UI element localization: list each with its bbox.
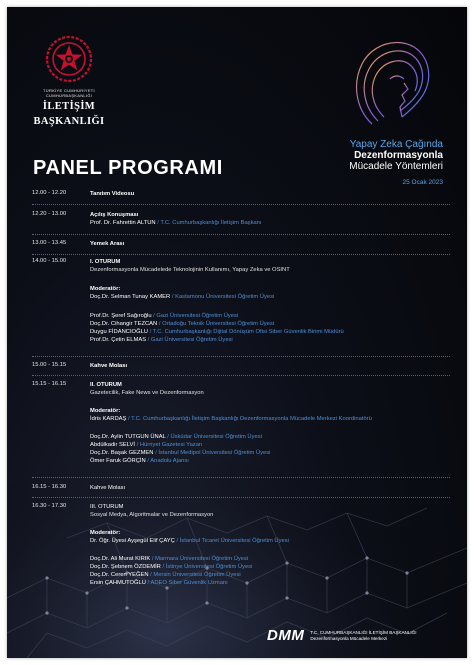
dmm-logo: DMM	[267, 627, 305, 644]
speaker-role: T.C. Cumhurbaşkanlığı Dijital Dönüşüm Ofisi Siber Güvenlik Birimi Müdürü	[152, 329, 344, 335]
speaker-name: Doç.Dr. Başak GEZMEN	[90, 450, 154, 456]
session-title: Tanıtım Videosu	[90, 191, 135, 197]
session-title: III. OTURUM	[90, 504, 124, 510]
speaker-name: Abdülkadir SELVİ	[90, 442, 136, 448]
speaker-role: Kastamonu Üniversitesi Öğretim Üyesi	[175, 294, 275, 300]
divider	[32, 356, 450, 357]
page-title: PANEL PROGRAMI	[33, 157, 223, 179]
session-title: II. OTURUM	[90, 382, 122, 388]
speaker-role: İstinye Üniversitesi Öğretim Üyesi	[165, 564, 253, 570]
speaker-name: Ömer Faruk GÖRÇİN	[90, 458, 146, 464]
speaker-role: İstanbul Medipol Üniversitesi Öğretim Üyesi	[158, 450, 271, 456]
panelist-line: Doç.Dr. Şebnem ÖZDEMİR / İstinye Üniversitesi Öğretim Üyesi	[90, 564, 253, 570]
speaker-role: Mersin Üniversitesi Öğretim Üyesi	[153, 572, 241, 578]
session-title: Yemek Arası	[90, 241, 125, 247]
speaker-role: Ortadoğu Teknik Üniversitesi Öğretim Üyesi	[162, 321, 275, 327]
panelist-line: Duygu FİDANCIOĞLU / T.C. Cumhurbaşkanlığı Dijital Dönüşüm Ofisi Siber Güvenlik Birimi Müdürü	[90, 329, 344, 335]
speaker-role: Anadolu Ajansı	[150, 458, 189, 464]
speaker-name: Doç.Dr. Cihangir TEZCAN	[90, 321, 158, 327]
speaker-role: T.C. Cumhurbaşkanlığı İletişim Başkanı	[160, 220, 262, 226]
panelist-line: Doç.Dr. Aylin TUTGUN ÜNAL / Üsküdar Üniversitesi Öğretim Üyesi	[90, 434, 262, 440]
speaker-name: İdris KARDAŞ	[90, 416, 127, 422]
speaker-role: Üsküdar Üniversitesi Öğretim Üyesi	[170, 434, 262, 440]
moderator-line: İdris KARDAŞ / T.C. Cumhurbaşkanlığı İletişim Başkanlığı Dezenformasyonla Mücadele Merkezi Koordinatörü	[90, 416, 372, 422]
org-subtitle: TÜRKİYE CUMHURİYETİ CUMHURBAŞKANLIĞI	[43, 88, 95, 98]
panelist-line: Abdülkadir SELVİ / Hürriyet Gazetesi Yazarı	[90, 442, 203, 448]
session-description: Gazetecilik, Fake News ve Dezenformasyon	[90, 390, 204, 396]
speaker-role: Gazi Üniversitesi Öğretim Üyesi	[150, 337, 233, 343]
divider	[32, 477, 450, 478]
session-time: 15.15 - 16.15	[32, 381, 67, 387]
speaker-line: Prof. Dr. Fahrettin ALTUN / T.C. Cumhurbaşkanlığı İletişim Başkanı	[90, 220, 262, 226]
speaker-name: Doç.Dr. Şebnem ÖZDEMİR	[90, 564, 161, 570]
divider	[32, 254, 450, 255]
event-title-line3: Mücadele Yöntemleri	[349, 161, 443, 172]
panelist-line: Doç.Dr. Cihangir TEZCAN / Ortadoğu Teknik Üniversitesi Öğretim Üyesi	[90, 321, 275, 327]
panelist-line: Doç.Dr. Ceren YEĞEN / Mersin Üniversitesi Öğretim Üyesi	[90, 572, 241, 578]
session-time: 12.00 - 12.20	[32, 190, 67, 196]
event-title-line1: Yapay Zeka Çağında	[349, 139, 443, 150]
session-title: Kahve Molası	[90, 363, 128, 369]
moderator-label: Moderatör:	[90, 530, 121, 536]
org-name-line1: İLETİŞİM	[42, 101, 96, 112]
speaker-role: ADEO Siber Güvenlik Uzmanı	[150, 580, 228, 586]
session-description: Dezenformasyonla Mücadelede Teknolojinin Kullanımı, Yapay Zeka ve OSINT	[90, 267, 290, 273]
session-title: I. OTURUM	[90, 259, 121, 265]
divider	[32, 497, 450, 498]
divider	[32, 204, 450, 205]
speaker-role: Gazi Üniversitesi Öğretim Üyesi	[156, 313, 239, 319]
moderator-label: Moderatör:	[90, 286, 121, 292]
panelist-line: Prof.Dr. Çetin ELMAS / Gazi Üniversitesi Öğretim Üyesi	[90, 337, 233, 343]
speaker-role: Marmara Üniversitesi Öğretim Üyesi	[155, 556, 249, 562]
session-title: Açılış Konuşması	[90, 212, 139, 218]
divider	[32, 234, 450, 235]
speaker-name: Duygu FİDANCIOĞLU	[90, 329, 148, 335]
event-title-line2: Dezenformasyonla	[354, 150, 443, 161]
footer-logo	[267, 627, 417, 644]
speaker-name: Doç.Dr. Ali Murat KIRIK	[90, 556, 151, 562]
speaker-role: İstanbul Ticaret Üniversitesi Öğretim Üyesi	[179, 538, 289, 544]
session-time: 13.00 - 13.45	[32, 240, 67, 246]
speaker-role: T.C. Cumhurbaşkanlığı İletişim Başkanlığı Dezenformasyonla Mücadele Merkezi Koordinatörü	[131, 416, 372, 422]
footer-center: Dezenformasyonla Mücadele Merkezi	[310, 635, 388, 641]
speaker-role: Hürriyet Gazetesi Yazarı	[139, 442, 203, 448]
speaker-name: Prof. Dr. Fahrettin ALTUN	[90, 220, 156, 226]
speaker-name: Prof.Dr. Çetin ELMAS	[90, 337, 147, 343]
moderator-line: Doç.Dr. Selman Tunay KAMER / Kastamonu Üniversitesi Öğretim Üyesi	[90, 294, 275, 300]
panelist-line: Doç.Dr. Ali Murat KIRIK / Marmara Üniversitesi Öğretim Üyesi	[90, 556, 249, 562]
panelist-line: Ersin ÇAHMUTOĞLU / ADEO Siber Güvenlik Uzmanı	[90, 580, 228, 586]
session-title: Kahve Molası	[90, 485, 126, 491]
speaker-name: Dr. Öğr. Üyesi Ayşegül Elif ÇAYÇ	[90, 538, 175, 544]
session-time: 16.30 - 17.30	[32, 503, 67, 509]
speaker-name: Ersin ÇAHMUTOĞLU	[90, 580, 146, 586]
session-time: 15.00 - 15.15	[32, 362, 67, 368]
panelist-line: Ömer Faruk GÖRÇİN / Anadolu Ajansı	[90, 458, 189, 464]
speaker-name: Doç.Dr. Ceren YEĞEN	[90, 572, 149, 578]
moderator-line: Dr. Öğr. Üyesi Ayşegül Elif ÇAYÇ / İstanbul Ticaret Üniversitesi Öğretim Üyesi	[90, 538, 289, 544]
speaker-name: Prof.Dr. Şeref Sağıroğlu	[90, 313, 152, 319]
schedule	[7, 7, 467, 658]
event-date: 25 Ocak 2023	[402, 179, 443, 186]
footer-org: T.C. CUMHURBAŞKANLIĞI İLETİŞİM BAŞKANLIĞI	[310, 629, 417, 635]
moderator-label: Moderatör:	[90, 408, 121, 414]
speaker-name: Doç.Dr. Selman Tunay KAMER	[90, 294, 171, 300]
panelist-line: Prof.Dr. Şeref Sağıroğlu / Gazi Üniversitesi Öğretim Üyesi	[90, 313, 239, 319]
session-time: 16.15 - 16.30	[32, 484, 67, 490]
divider	[32, 375, 450, 376]
org-name-line2: BAŞKANLIĞI	[33, 115, 105, 127]
session-time: 12.20 - 13.00	[32, 211, 67, 217]
session-description: Sosyal Medya, Algoritmalar ve Dezenformasyon	[90, 512, 214, 518]
poster	[7, 7, 467, 658]
speaker-name: Doç.Dr. Aylin TUTGUN ÜNAL	[90, 434, 166, 440]
session-time: 14.00 - 15.00	[32, 258, 67, 264]
panelist-line: Doç.Dr. Başak GEZMEN / İstanbul Medipol Üniversitesi Öğretim Üyesi	[90, 450, 271, 456]
